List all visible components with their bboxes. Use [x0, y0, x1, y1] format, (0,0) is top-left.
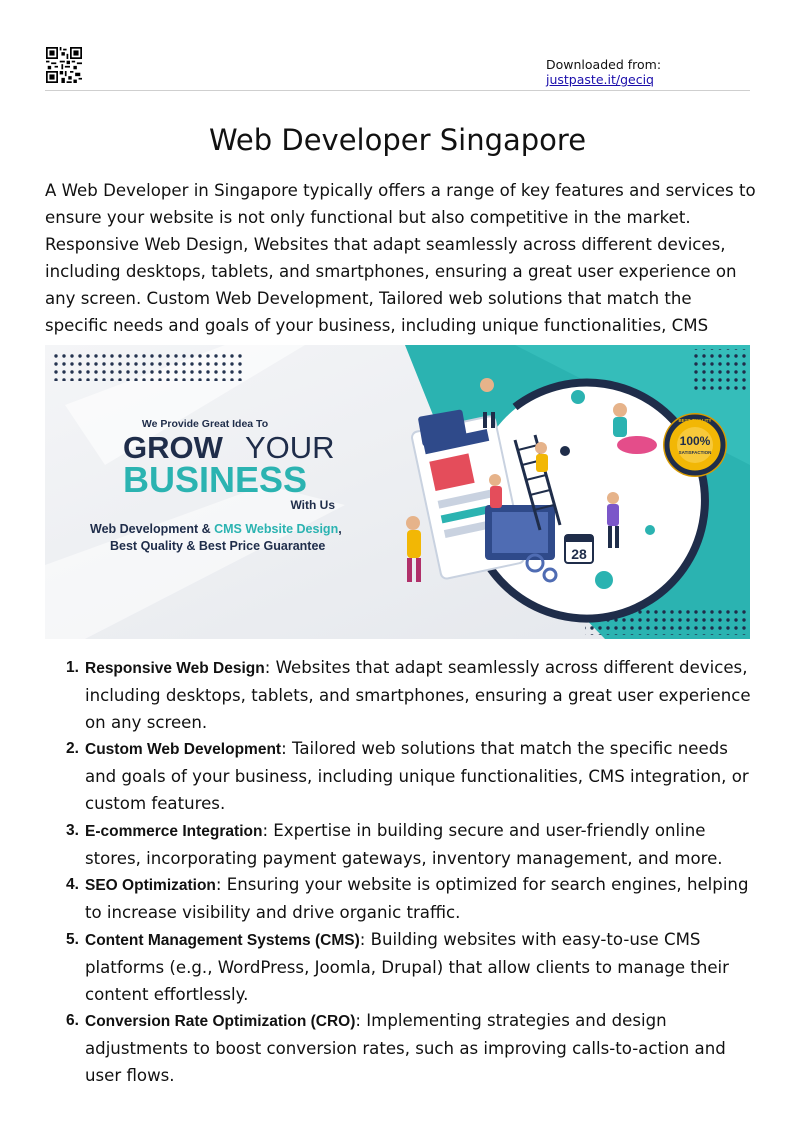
feature-term: Content Management Systems (CMS) — [85, 931, 360, 949]
list-item — [66, 655, 755, 736]
download-source — [546, 57, 696, 87]
list-number: 6. — [66, 1012, 79, 1030]
feature-description: : Expertise in building secure and user-friendly online stores, incorporating payment gateways, inventory management, and more. — [85, 820, 723, 868]
banner-grow: GROW — [123, 430, 223, 465]
feature-description: : Tailored web solutions that match the specific needs and goals of your business, including unique functionalities, CMS integration, or custom features. — [85, 739, 749, 813]
list-number: 5. — [66, 930, 79, 948]
intro-paragraph: A Web Developer in Singapore typically offers a range of key features and services to ensure your website is not only functional but also competitive in the market. Responsive Web Design, Websites that adapt seamlessly across different devices, including desktops, tablets, and smartphones, ensuring a great user experience on any screen. Custom Web Development, Tailored web solutions that match the specific needs and goals of your business, including unique functionalities, CMS — [45, 181, 756, 335]
list-item — [66, 818, 755, 873]
badge-ring-text: BEST QUALITY — [678, 418, 712, 423]
feature-list — [66, 655, 755, 1090]
feature-description: : Implementing strategies and design adjustments to boost conversion rates, such as improving calls-to-action and user flows. — [85, 1011, 726, 1085]
feature-description: : Websites that adapt seamlessly across different devices, including desktops, tablets, and smartphones, ensuring a great user experience on any screen. — [85, 658, 751, 732]
list-number: 3. — [66, 821, 79, 839]
list-number: 1. — [66, 659, 79, 676]
feature-description: : Ensuring your website is optimized for search engines, helping to increase visibility and drive organic traffic. — [85, 875, 749, 923]
list-number: 2. — [66, 740, 79, 758]
banner-business: BUSINESS — [123, 459, 308, 500]
banner-tagline-top: We Provide Great Idea To — [141, 418, 269, 430]
banner-guarantee-line: Best Quality & Best Price Guarantee — [110, 539, 326, 553]
list-item — [66, 1008, 755, 1089]
feature-term: Custom Web Development — [85, 741, 282, 759]
badge-percent: 100% — [679, 434, 711, 448]
promo-banner — [45, 345, 750, 639]
feature-term: E-commerce Integration — [85, 822, 263, 840]
download-link[interactable]: justpaste.it/geciq — [546, 72, 654, 87]
list-item — [66, 736, 755, 817]
qr-code-icon — [46, 47, 82, 83]
feature-term: SEO Optimization — [85, 877, 216, 895]
badge-subtitle: SATISFACTION — [678, 450, 712, 455]
feature-term: Responsive Web Design — [85, 660, 265, 677]
list-item — [66, 927, 755, 1008]
feature-term: Conversion Rate Optimization (CRO) — [85, 1013, 356, 1031]
download-label: Downloaded from: — [546, 57, 662, 72]
header-divider — [45, 90, 750, 91]
banner-your: YOUR — [245, 430, 335, 465]
page-title: Web Developer Singapore — [208, 123, 587, 157]
banner-services-line: Web Development & CMS Website Design, — [90, 522, 342, 536]
banner-with-us: With Us — [290, 498, 335, 512]
list-number: 4. — [66, 876, 79, 894]
calendar-number: 28 — [571, 546, 587, 562]
list-item — [66, 872, 755, 927]
feature-description: : Building websites with easy-to-use CMS platforms (e.g., WordPress, Joomla, Drupal) that allow clients to manage their content effortlessly. — [85, 929, 729, 1004]
